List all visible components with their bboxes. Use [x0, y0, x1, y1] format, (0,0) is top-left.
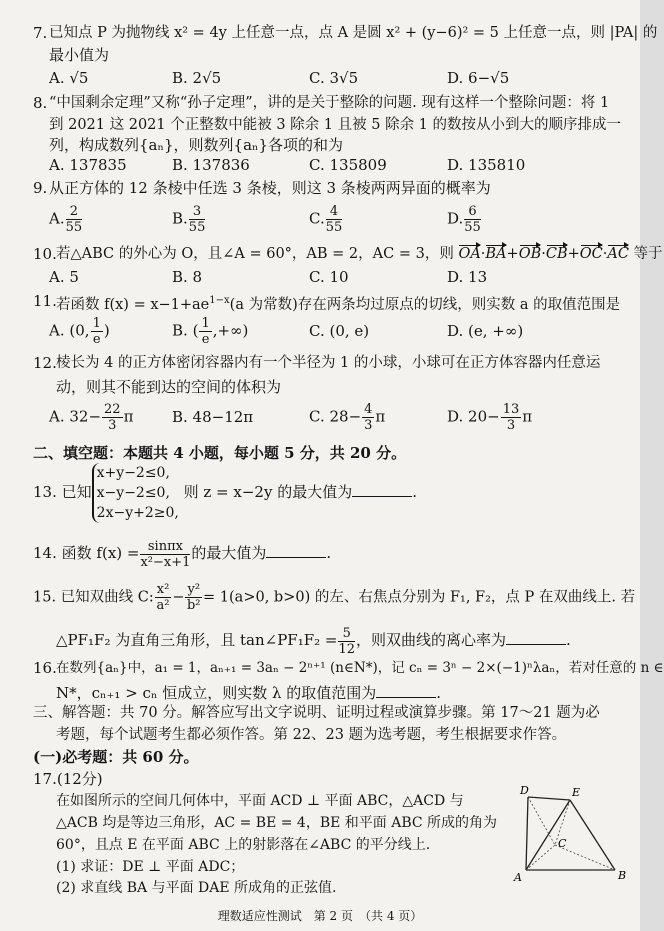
option-label: A.	[49, 321, 65, 340]
inequality: x−y−2≤0,	[96, 485, 170, 501]
fraction	[464, 204, 481, 235]
minus: −	[172, 589, 185, 606]
q8-option-d: D. 135810	[447, 156, 526, 174]
q11-suffix: (a 为常数)存在两条均过原点的切线，则实数 a 的取值范围是	[229, 296, 621, 313]
q16-text: 在数列{aₙ}中，a₁ = 1，aₙ₊₁ = 3aₙ − 2ⁿ⁺¹ (n∈N*)，记 cₙ = 3ⁿ − 2×(−1)ⁿλaₙ，若对任意的 n ∈	[56, 660, 664, 676]
plus: +	[567, 246, 580, 262]
section-2-heading: 二、填空题：本题共 4 小题，每小题 5 分，共 20 分。	[33, 444, 407, 462]
q8-text: “中国剩余定理”又称“孙子定理”，讲的是关于整除的问题. 现有这样一个整除问题：将 1	[49, 95, 610, 111]
q17-part-2: (2) 求直线 BA 与平面 DAE 所成角的正弦值.	[56, 880, 337, 896]
fraction	[326, 204, 343, 235]
q11-option-a	[49, 316, 110, 347]
numerator: 22	[104, 402, 121, 417]
q17-text-1: 在如图所示的空间几何体中，平面 ACD ⊥ 平面 ABC，△ACD 与	[56, 793, 464, 809]
q17-part-1: (1) 求证：DE ⊥ 平面 ADC；	[56, 859, 245, 875]
q7-option-c: C. 3√5	[309, 69, 359, 87]
q14-suffix: 的最大值为	[191, 544, 267, 562]
label-d: D	[520, 784, 529, 797]
q11-option-b	[172, 316, 248, 347]
q12-number: 12.	[33, 354, 57, 372]
vector-ba: BA	[485, 246, 507, 262]
denominator: 3	[506, 418, 516, 433]
q15-line2-prefix: △PF₁F₂ 为直角三角形，且 tan∠PF₁F₂ =	[56, 631, 338, 649]
paren: ,+∞)	[212, 321, 249, 340]
q17-header: 17.(12分)	[33, 770, 103, 788]
q14	[33, 538, 331, 570]
q12-text: 棱长为 4 的正方体密闭容器内有一个半径为 1 的小球，小球可在正方体容器内任意运	[56, 355, 601, 371]
denominator: 3	[108, 418, 117, 433]
label-e: E	[572, 786, 581, 799]
inequality: 2x−y+2≥0,	[96, 505, 179, 521]
q9-option-c	[309, 204, 343, 235]
option-label: A. 32−	[49, 407, 102, 426]
q11-number: 11.	[33, 292, 57, 310]
answer-blank[interactable]	[266, 543, 326, 558]
exponent: 1−x	[209, 295, 230, 306]
fraction	[199, 316, 211, 347]
q7-option-d: D. 6−√5	[447, 69, 510, 87]
q10-text	[56, 245, 663, 263]
denominator: e	[201, 332, 210, 347]
dot: ·	[480, 246, 486, 262]
q17-geometry-figure	[510, 785, 630, 890]
q8-option-a: A. 137835	[49, 156, 127, 174]
section-3-heading-2: 考题，每个试题考生都必须作答。第 22、23 题为选考题，考生根据要求作答。	[56, 727, 567, 743]
edge-ac	[526, 845, 555, 870]
pi: π	[123, 407, 134, 426]
q11-option-d: D. (e, +∞)	[447, 322, 524, 340]
option-label: D.	[447, 209, 464, 228]
q9-text: 从正方体的 12 条棱中任选 3 条棱，则这 3 条棱两两异面的概率为	[49, 179, 491, 197]
q10-number: 10.	[33, 245, 57, 263]
answer-blank[interactable]	[506, 630, 566, 645]
vector-oc: OC	[579, 246, 603, 262]
q12-text-2: 动，则其不能到达的空间的体积为	[56, 378, 282, 396]
dot: ·	[541, 246, 546, 262]
denominator: e	[92, 332, 101, 347]
option-label: B.	[172, 321, 188, 340]
q16-number: 16.	[33, 659, 57, 677]
denominator: x²−x+1	[140, 554, 191, 570]
q8-text-2: 到 2021 这 2021 个正整数中能被 3 除余 1 且被 5 除余 1 的数按从小到大的顺序排成一	[49, 117, 622, 133]
numerator: 1	[201, 316, 210, 331]
denominator: a²	[156, 598, 170, 613]
answer-blank[interactable]	[352, 482, 412, 497]
paren: (0,	[69, 321, 90, 340]
numerator: y²	[187, 582, 201, 597]
section-3a-heading: (一)必考题：共 60 分。	[33, 748, 199, 766]
denominator: 55	[325, 220, 343, 235]
q14-number: 14.	[33, 544, 57, 562]
q13-suffix: 则 z = x−2y 的最大值为	[183, 483, 353, 501]
period: .	[412, 483, 417, 501]
dot: ·	[602, 246, 608, 262]
q9-option-d	[447, 204, 482, 235]
q12-option-b: B. 48−12π	[172, 408, 254, 426]
q12-option-c	[309, 402, 385, 433]
q13	[33, 463, 417, 523]
q10-suffix: 等于	[633, 246, 663, 262]
pi: π	[522, 407, 533, 426]
answer-blank[interactable]	[376, 683, 436, 698]
q7-option-a: A. √5	[49, 69, 89, 87]
numerator: 4	[364, 402, 373, 417]
vector-cb: CB	[545, 246, 568, 262]
option-label: C.	[309, 209, 325, 228]
fraction	[189, 204, 206, 235]
q15-line2-suffix: ，则双曲线的离心率为	[356, 631, 507, 649]
q11-prefix: 若函数 f(x) = x−1+ae	[56, 296, 210, 313]
denominator: 55	[65, 220, 83, 235]
numerator: 2	[66, 204, 83, 220]
paren: )	[103, 321, 110, 340]
denominator: b²	[186, 598, 201, 613]
page-footer: 理数适应性测试 第 2 页 （共 4 页）	[217, 909, 423, 923]
q9-number: 9.	[33, 179, 48, 197]
fraction	[338, 626, 355, 657]
denominator: 55	[464, 220, 481, 235]
q15-prefix: 已知双曲线 C:	[60, 589, 154, 606]
q17-text-3: 60°，且点 E 在平面 ABC 上的射影落在∠ABC 的平分线上.	[56, 837, 431, 853]
numerator: 3	[189, 204, 206, 220]
option-label: B.	[172, 209, 188, 228]
fraction	[362, 402, 374, 433]
q10-option-d: D. 13	[447, 268, 488, 286]
denominator: 55	[188, 220, 206, 235]
q10-prefix: 若△ABC 的外心为 O，且∠A = 60°，AB = 2，AC = 3，则	[56, 246, 454, 262]
q8-option-c: C. 135809	[309, 156, 387, 174]
numerator: 6	[464, 204, 481, 220]
denominator: 3	[364, 418, 373, 433]
q7-text-2: 最小值为	[49, 46, 110, 64]
q8-option-b: B. 137836	[172, 156, 250, 174]
inequality: x+y−2≤0,	[96, 465, 170, 481]
q16-text-2: N*，cₙ₊₁ > cₙ 恒成立，则实数 λ 的取值范围为	[56, 684, 377, 702]
fraction	[102, 402, 123, 433]
edge-de	[528, 797, 570, 800]
q15-number: 15.	[33, 589, 57, 606]
q12-option-a	[49, 402, 133, 433]
q15-line-2	[56, 625, 571, 657]
q13-number: 13.	[33, 483, 57, 501]
label-a: A	[514, 871, 522, 884]
fraction	[155, 582, 172, 613]
q7-number: 7.	[33, 24, 48, 42]
fraction	[185, 582, 202, 613]
q7-text: 已知点 P 为抛物线 x² = 4y 上任意一点，点 A 是圆 x² + (y−6)² = 5 上任意一点，则 |PA| 的	[49, 25, 658, 41]
q11-text	[56, 292, 620, 314]
period: .	[326, 544, 332, 562]
q14-prefix: 函数 f(x) =	[61, 544, 140, 562]
option-label: C. 28−	[309, 407, 362, 426]
q10-option-a: A. 5	[49, 268, 79, 286]
pi: π	[375, 407, 386, 426]
q12-option-d	[447, 402, 532, 433]
numerator: 5	[338, 626, 355, 642]
numerator: x²	[156, 582, 170, 597]
q10-option-c: C. 10	[309, 268, 349, 286]
edge-eb	[570, 800, 615, 870]
vector-ob: OB	[518, 246, 542, 262]
fraction	[501, 402, 522, 433]
period: .	[566, 631, 571, 649]
fraction	[140, 539, 190, 570]
q17-text-2: △ACB 均是等边三角形，AC = BE = 4，BE 和平面 ABC 所成的角为	[56, 815, 498, 831]
paren: (	[192, 321, 199, 340]
fraction	[66, 204, 83, 235]
edge-ea	[526, 800, 570, 870]
q7-option-b: B. 2√5	[172, 69, 222, 87]
period: .	[436, 684, 442, 702]
q13-prefix: 已知	[61, 483, 92, 501]
q8-number: 8.	[33, 94, 48, 112]
plus: +	[506, 246, 519, 262]
denominator: 12	[338, 641, 356, 657]
q9-option-b	[172, 204, 206, 235]
q8-text-3: 列，构成数列{aₙ}，则数列{aₙ}各项的和为	[49, 136, 344, 154]
option-label: A.	[49, 209, 65, 228]
q15	[33, 582, 635, 613]
label-c: C	[558, 837, 567, 850]
q10-option-b: B. 8	[172, 268, 203, 286]
numerator: 13	[502, 402, 520, 417]
q15-suffix: = 1(a>0, b>0) 的左、右焦点分别为 F₁, F₂，点 P 在双曲线上. 若	[203, 589, 636, 606]
vector-ac: AC	[607, 246, 629, 262]
fraction	[91, 316, 103, 347]
q9-option-a	[49, 204, 83, 235]
inequality-system	[92, 463, 179, 523]
numerator: 4	[326, 204, 343, 220]
section-3-heading: 三、解答题：共 70 分。解答应写出文字说明、证明过程或演算步骤。第 17～21 题为必	[33, 705, 600, 721]
edge-dc	[528, 797, 555, 845]
option-label: D. 20−	[447, 407, 500, 426]
q11-option-c: C. (0, e)	[309, 322, 370, 340]
numerator: 1	[92, 316, 101, 331]
edge-da	[526, 797, 528, 870]
label-b: B	[618, 869, 627, 882]
numerator: sinπx	[140, 539, 190, 555]
vector-oa: OA	[458, 246, 481, 262]
q16-line-2	[56, 683, 441, 702]
